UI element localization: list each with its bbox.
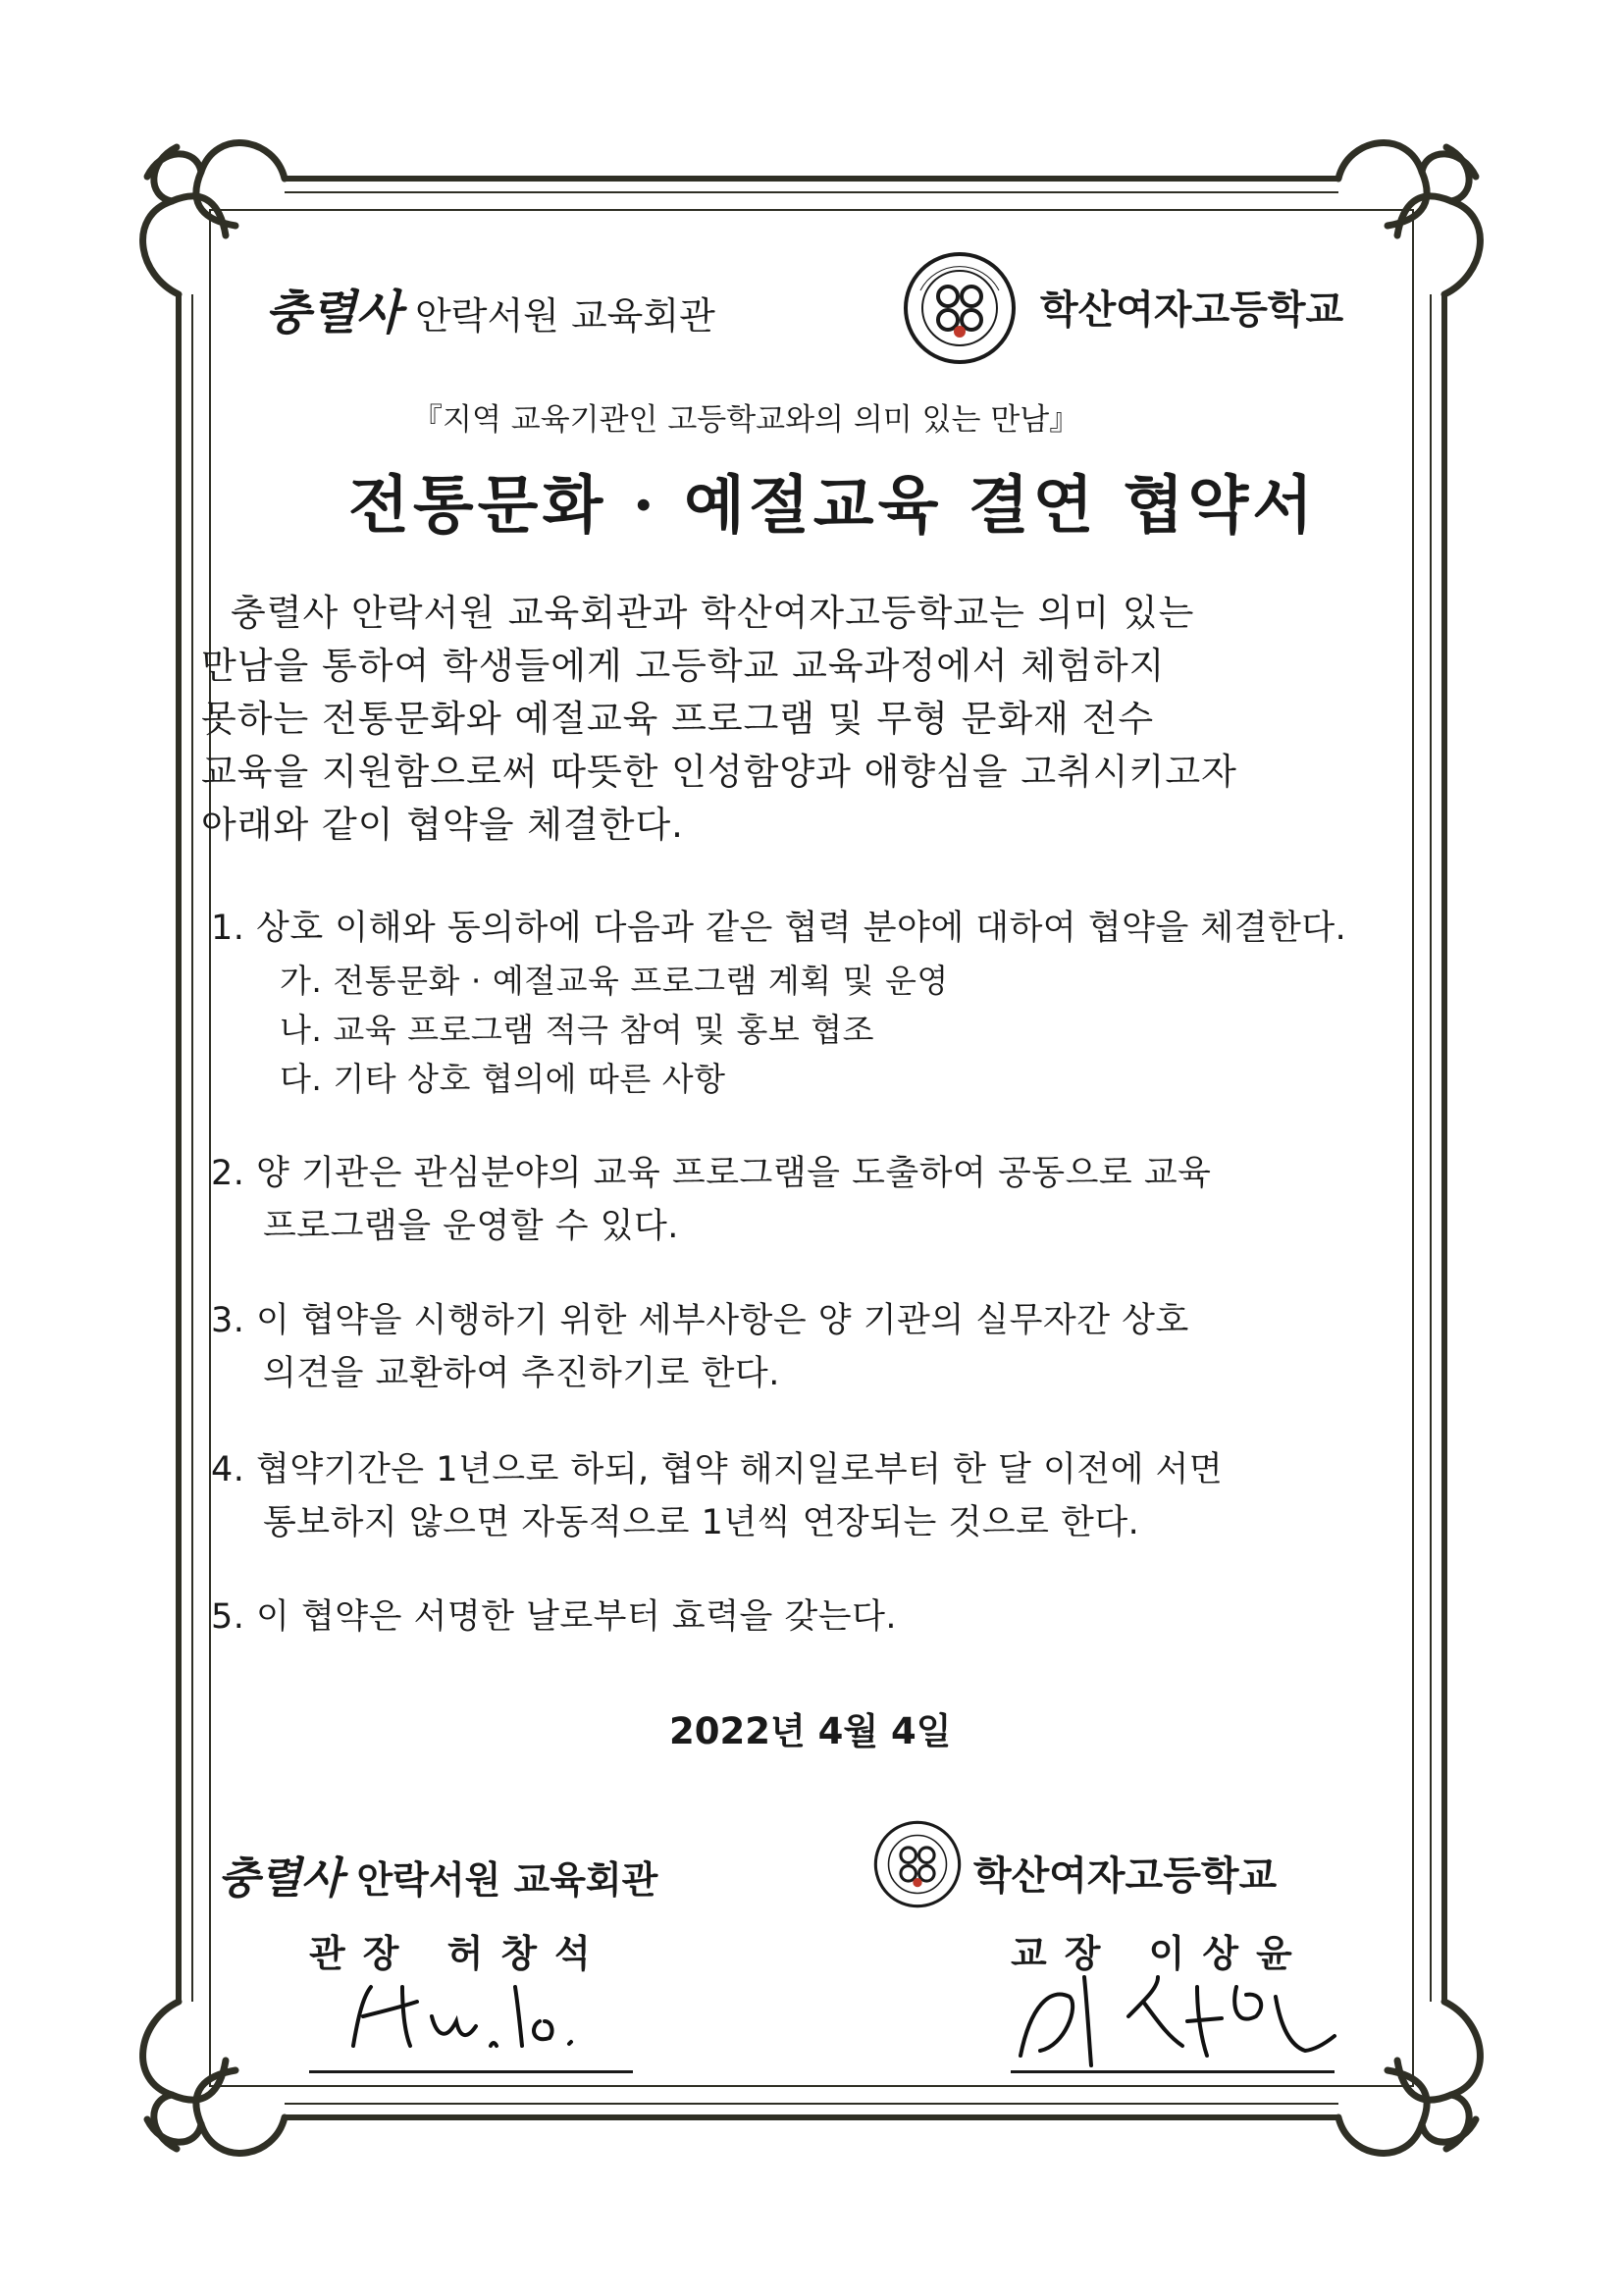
clause-4: 4. 협약기간은 1년으로 하되, 협약 해지일로부터 한 달 이전에 서면 — [211, 1450, 1224, 1489]
clause-1-item: 다. 기타 상호 협의에 따른 사항 — [280, 1060, 726, 1098]
document-subtitle: 『지역 교육기관인 고등학교와의 의미 있는 만남』 — [412, 402, 1080, 438]
clause-1: 1. 상호 이해와 동의하에 다음과 같은 협력 분야에 대하여 협약을 체결한다. — [211, 909, 1347, 948]
signature-left-brand: 충렬사 — [218, 1853, 343, 1904]
document-title: 전통문화 · 예절교육 결연 협약서 — [348, 469, 1318, 543]
header-left-brand: 충렬사 — [265, 286, 402, 340]
signature-left-org-name: 안락서원 교육회관 — [356, 1857, 658, 1902]
clause-5: 5. 이 협약은 서명한 날로부터 효력을 갖는다. — [211, 1597, 898, 1637]
clause-1-item: 나. 교육 프로그램 적극 참여 및 홍보 협조 — [280, 1011, 874, 1049]
clause-1-item: 가. 전통문화 · 예절교육 프로그램 계획 및 운영 — [280, 962, 949, 1000]
signature-left-handwriting — [343, 1948, 854, 2065]
header-left-organization — [265, 275, 715, 342]
intro-paragraph — [201, 583, 1237, 848]
header-left-org-name: 안락서원 교육회관 — [415, 294, 715, 338]
signature-left-line — [309, 2070, 633, 2073]
intro-line: 만남을 통하여 학생들에게 고등학교 교육과정에서 체험하지 — [201, 645, 1166, 687]
clause-4-continued: 통보하지 않으면 자동적으로 1년씩 연장되는 것으로 한다. — [263, 1503, 1140, 1542]
clause-2: 2. 양 기관은 관심분야의 교육 프로그램을 도출하여 공동으로 교육 — [211, 1154, 1212, 1193]
signature-right-line — [1011, 2070, 1335, 2073]
signature-left-organization — [218, 1843, 657, 1905]
signature-right-school-name: 학산여자고등학교 — [973, 1852, 1278, 1899]
signature-right-role-name: 교장 이상윤 — [1011, 1931, 1310, 1975]
signature-left-role-name: 관장 허창석 — [309, 1931, 608, 1975]
intro-line: 못하는 전통문화와 예절교육 프로그램 및 무형 문화재 전수 — [201, 698, 1155, 740]
header-right-school-name: 학산여자고등학교 — [1040, 287, 1344, 333]
intro-line: 아래와 같이 협약을 체결한다. — [201, 804, 684, 846]
intro-line: 교육을 지원함으로써 따뜻한 인성함양과 애향심을 고취시키고자 — [201, 751, 1237, 793]
clause-3: 3. 이 협약을 시행하기 위한 세부사항은 양 기관의 실무자간 상호 — [211, 1301, 1189, 1340]
school-logo-emblem-small — [873, 1820, 962, 1908]
clause-2-continued: 프로그램을 운영할 수 있다. — [263, 1207, 679, 1246]
clause-3-continued: 의견을 교환하여 추진하기로 한다. — [263, 1354, 780, 1393]
intro-line: 충렬사 안락서원 교육회관과 학산여자고등학교는 의미 있는 — [231, 592, 1195, 634]
school-logo-emblem — [903, 251, 1017, 365]
signature-right-handwriting — [1011, 1948, 1344, 2075]
signing-date: 2022년 4월 4일 — [669, 1710, 952, 1752]
